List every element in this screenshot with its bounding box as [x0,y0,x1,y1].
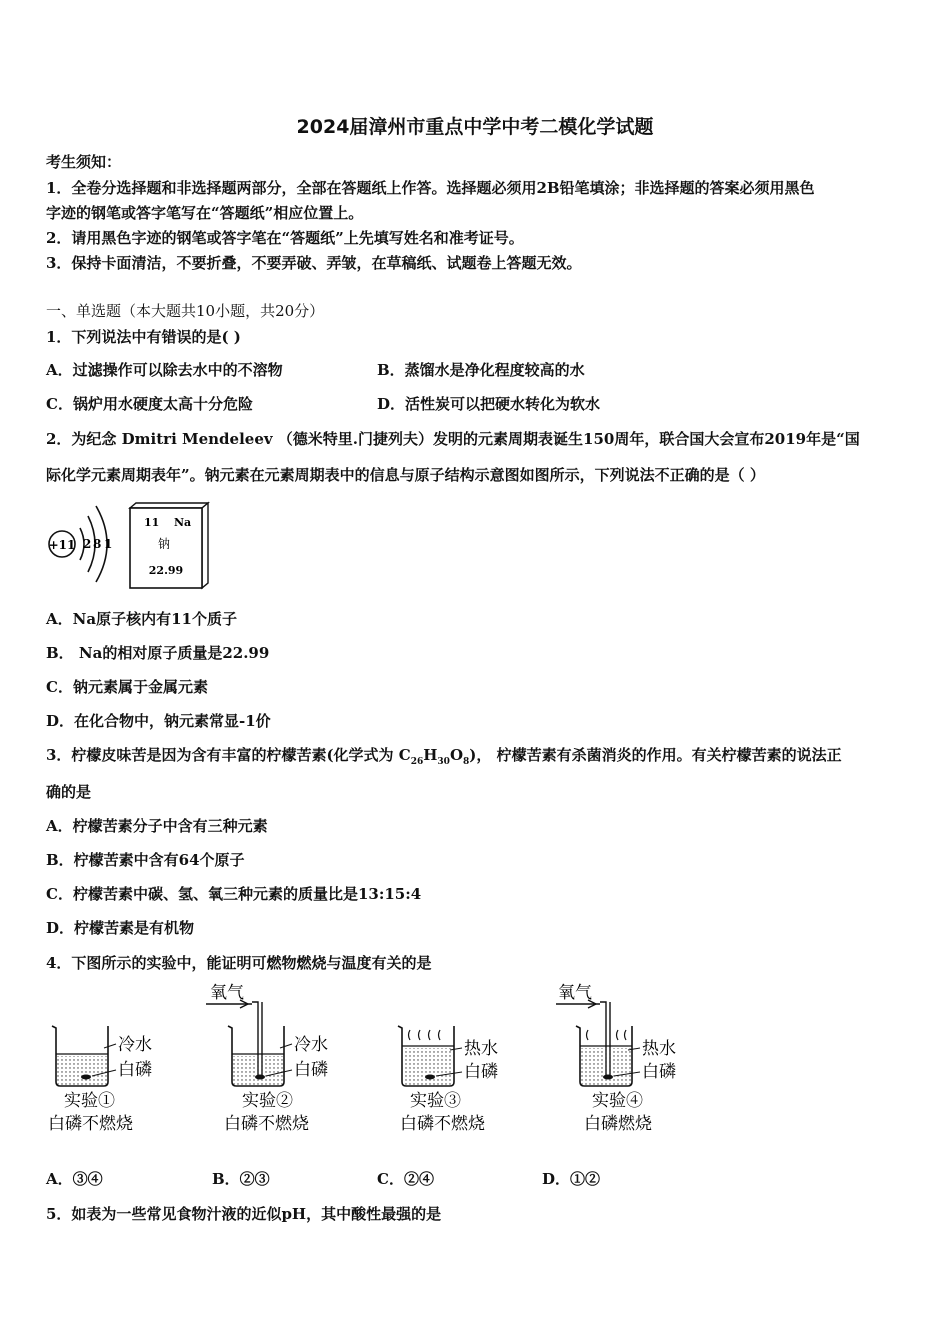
nucleus-charge: +11 [48,538,76,552]
exp3-phosphorus-label: 白磷 [464,1062,498,1082]
exp3-label: 实验③ [410,1091,461,1111]
q1-option-c[interactable]: C．锅炉用水硬度太高十分危险 [46,395,253,413]
experiments-figure [44,978,694,1142]
shell-1-electrons: 2 [83,537,92,551]
q3-option-c[interactable]: C．柠檬苦素中碳、氢、氧三种元素的质量比是13:15:4 [46,885,422,903]
experiment-4 [556,983,676,1134]
atomic-number: 11 [144,516,160,529]
q1-option-d[interactable]: D．活性炭可以把硬水转化为软水 [377,395,601,413]
q3-stem-line-1: 3．柠檬皮味苦是因为含有丰富的柠檬苦素(化学式为 $C_{26}H_{30}O_8$)， 柠檬苦素有杀菌消炎的作用。有关柠檬苦素的说法正 [46,746,842,767]
exp2-water-label: 冷水 [294,1035,328,1055]
q5-stem: 5．如表为一些常见食物汁液的近似pH，其中酸性最强的是 [46,1205,442,1223]
section-heading: 一、单选题（本大题共10小题，共20分） [46,302,325,320]
experiment-1 [48,1026,152,1134]
notice-heading: 考生须知： [46,153,122,171]
q3-option-b[interactable]: B．柠檬苦素中含有64个原子 [46,851,245,869]
q4-option-d[interactable]: D．①② [542,1170,601,1188]
q4-option-b[interactable]: B．②③ [212,1170,270,1188]
shell-3-electrons: 1 [104,537,113,551]
notice-item-2: 2．请用黑色字迹的钢笔或答字笔在“答题纸”上先填写姓名和准考证号。 [46,229,524,247]
element-name: 钠 [157,537,171,551]
exp2-oxygen-label: 氧气 [210,983,244,1003]
atom-structure-diagram [49,506,113,582]
experiment-2 [206,983,328,1134]
exp2-phosphorus-label: 白磷 [294,1060,328,1080]
q3-stem-line-2: 确的是 [46,783,92,801]
exp2-label: 实验② [242,1091,293,1111]
q1-stem: 1．下列说法中有错误的是( ) [46,328,241,346]
notice-item-1-line-1: 1．全卷分选择题和非选择题两部分，全部在答题纸上作答。选择题必须用2B铅笔填涂；非选择题的答案必须用黑色 [46,179,815,197]
sodium-diagram-svg [46,500,216,592]
exp1-water-label: 冷水 [118,1035,152,1055]
q2-stem-line-1: 2．为纪念 Dmitri Mendeleev （德米特里.门捷列夫）发明的元素周期表诞生150周年，联合国大会宣布2019年是“国 [46,430,860,448]
q3-option-a[interactable]: A．柠檬苦素分子中含有三种元素 [46,817,268,835]
q2-option-b[interactable]: B． Na的相对原子质量是22.99 [46,644,270,662]
exp3-water-label: 热水 [464,1039,498,1059]
experiments-svg [44,978,694,1138]
exp2-result: 白磷不燃烧 [224,1114,309,1134]
shell-2-electrons: 8 [93,537,102,551]
q2-stem-line-2: 际化学元素周期表年”。钠元素在元素周期表中的信息与原子结构示意图如图所示，下列说法不正确的是（ ） [46,466,765,484]
exp1-result: 白磷不燃烧 [48,1114,133,1134]
atomic-mass: 22.99 [148,564,184,577]
periodic-table-cell [130,503,208,588]
notice-item-1-line-2: 字迹的钢笔或答字笔写在“答题纸”相应位置上。 [46,204,364,222]
element-symbol: Na [174,516,192,529]
exp4-label: 实验④ [592,1091,643,1111]
q4-option-a[interactable]: A．③④ [46,1170,103,1188]
q3-option-d[interactable]: D．柠檬苦素是有机物 [46,919,195,937]
experiment-3 [398,1026,498,1134]
q2-option-d[interactable]: D．在化合物中，钠元素常显-1价 [46,712,271,730]
exp4-result: 白磷燃烧 [584,1114,652,1134]
q2-option-a[interactable]: A．Na原子核内有11个质子 [46,610,237,628]
exp4-phosphorus-label: 白磷 [642,1062,676,1082]
q2-option-c[interactable]: C．钠元素属于金属元素 [46,678,208,696]
q1-option-b[interactable]: B．蒸馏水是净化程度较高的水 [377,361,585,379]
sodium-figure [46,500,216,596]
q4-option-c[interactable]: C．②④ [377,1170,434,1188]
notice-item-3: 3．保持卡面清洁，不要折叠，不要弄破、弄皱，在草稿纸、试题卷上答题无效。 [46,254,582,272]
q1-option-a[interactable]: A．过滤操作可以除去水中的不溶物 [46,361,283,379]
q4-stem: 4．下图所示的实验中，能证明可燃物燃烧与温度有关的是 [46,954,432,972]
page-title: 2024届漳州市重点中学中考二模化学试题 [296,116,654,138]
exp3-result: 白磷不燃烧 [400,1114,485,1134]
exp4-water-label: 热水 [642,1039,676,1059]
exp4-oxygen-label: 氧气 [558,983,592,1003]
exp1-phosphorus-label: 白磷 [118,1060,152,1080]
exp1-label: 实验① [64,1091,115,1111]
